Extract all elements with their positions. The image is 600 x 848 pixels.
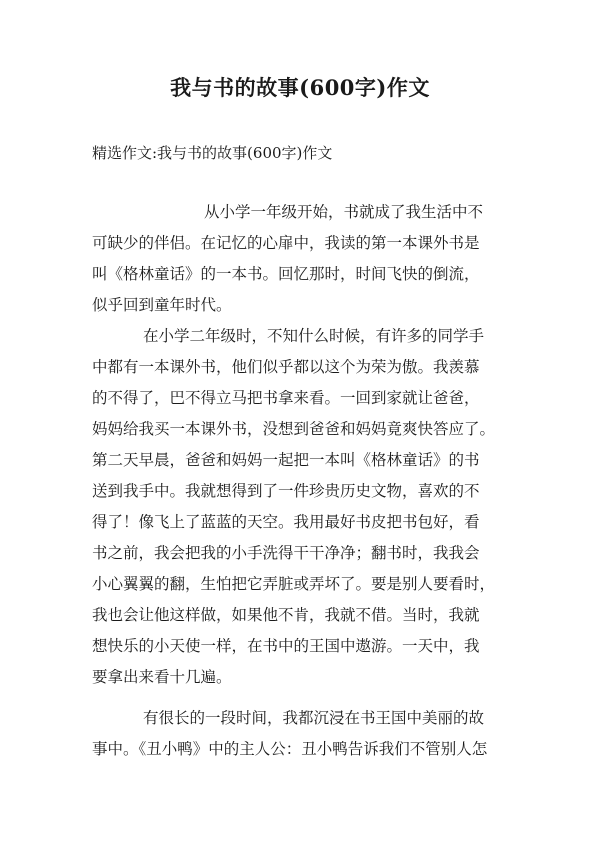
body-line: 似乎回到童年时代。: [92, 296, 232, 314]
body-line: 从小学一年级开始，书就成了我生活中不: [204, 203, 484, 221]
body-line: 想快乐的小天使一样，在书中的王国中遨游。一天中，我: [92, 637, 480, 655]
body-line: 得了！像飞上了蓝蓝的天空。我用最好书皮把书包好，看: [92, 513, 480, 531]
body-line: 送到我手中。我就想得到了一件珍贵历史文物，喜欢的不: [92, 482, 480, 500]
body-line: 在小学二年级时，不知什么时候，有许多的同学手: [143, 327, 485, 345]
body-line: 中都有一本课外书，他们似乎都以这个为荣为傲。我羡慕: [92, 358, 480, 376]
body-line: 我也会让他这样做，如果他不肯，我就不借。当时，我就: [92, 606, 480, 624]
body-line: 事中。《丑小鸭》中的主人公：丑小鸭告诉我们不管别人怎: [92, 740, 488, 758]
body-line: 书之前，我会把我的小手洗得干干净净；翻书时，我我会: [92, 544, 480, 562]
body-line: 妈妈给我买一本课外书，没想到爸爸和妈妈竟爽快答应了。: [92, 420, 496, 438]
body-line: 第二天早晨，爸爸和妈妈一起把一本叫《格林童话》的书: [92, 451, 480, 469]
document-subtitle: 精选作文:我与书的故事(600字)作文: [92, 144, 333, 162]
document-title: 我与书的故事(600字)作文: [170, 75, 430, 100]
body-line: 有很长的一段时间，我都沉浸在书王国中美丽的故: [143, 709, 485, 727]
body-line: 小心翼翼的翻，生怕把它弄脏或弄坏了。要是别人要看时，: [92, 575, 496, 593]
body-line: 要拿出来看十几遍。: [92, 668, 232, 686]
body-line: 叫《格林童话》的一本书。回忆那时，时间飞快的倒流，: [92, 265, 480, 283]
body-line: 可缺少的伴侣。在记忆的心扉中，我读的第一本课外书是: [92, 234, 480, 252]
body-line: 的不得了，巴不得立马把书拿来看。一回到家就让爸爸，: [92, 389, 480, 407]
